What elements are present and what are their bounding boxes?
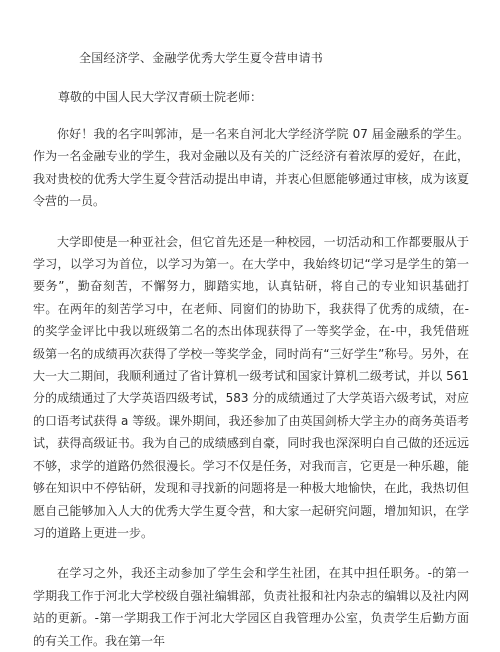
paragraph-academics: 大学即使是一种亚社会，但它首先还是一种校园，一切活动和工作都要服从于学习，以学习为首位，以学习为第一。在大学中，我始终切记“学习是学生的第一要务”，勤奋刻苦，不懈努力，脚踏实地，认真钻研，将自己的专业知识基础打牢。在两年的刻苦学习中，在老师、同窗们的协助下，我获得了优秀的成绩，在-的奖学金评比中我以班级第二名的杰出体现获得了一等奖学金，在-中，我凭借班级第一名的成绩再次获得了学校一等奖学金，同时尚有“三好学生”称号。另外，在大一大二期间，我顺利通过了省计算机一级考试和国家计算机二级考试，并以 561 分的成绩通过了大学英语四级考试，583 分的成绩通过了大学英语六级考试，对应的口语考试获得 a 等级。课外期间，我还参加了由英国剑桥大学主办的商务英语考试，获得高级证书。我为自己的成绩感到自豪，同时我也深深明白自己做的还远远不够，求学的道路仍然很漫长。学习不仅是任务，对我而言，它更是一种乐趣，能够在知识中不停钻研，发现和寻找新的问题将是一种极大地愉快，在此，我热切但愿自己能够加入人大的优秀大学生夏令营，和大家一起研究问题，增加知识，在学习的道路上更进一步。: [33, 234, 469, 540]
salutation: 尊敬的中国人民大学汉青硕士院老师：: [58, 90, 263, 104]
paragraph-introduction: 你好！我的名字叫郭沛，是一名来自河北大学经济学院 07 届金融系的学生。作为一名金融专业的学生，我对金融以及有关的广泛经济有着浓厚的爱好，在此，我对贵校的优秀大学生夏令营活动提出申请，并衷心但愿能够通过审核，成为该夏令营的一员。: [33, 127, 469, 209]
paragraph-activities: 在学习之外，我还主动参加了学生会和学生社团，在其中担任职务。-的第一学期我工作于河北大学校级自强社编辑部，负责社报和社内杂志的编辑以及社内网站的更新。-第一学期我工作于河北大学园区自我管理办公室，负责学生后勤方面的有关工作。我在第一年: [33, 566, 469, 648]
document-title: 全国经济学、金融学优秀大学生夏令营申请书: [79, 51, 324, 65]
